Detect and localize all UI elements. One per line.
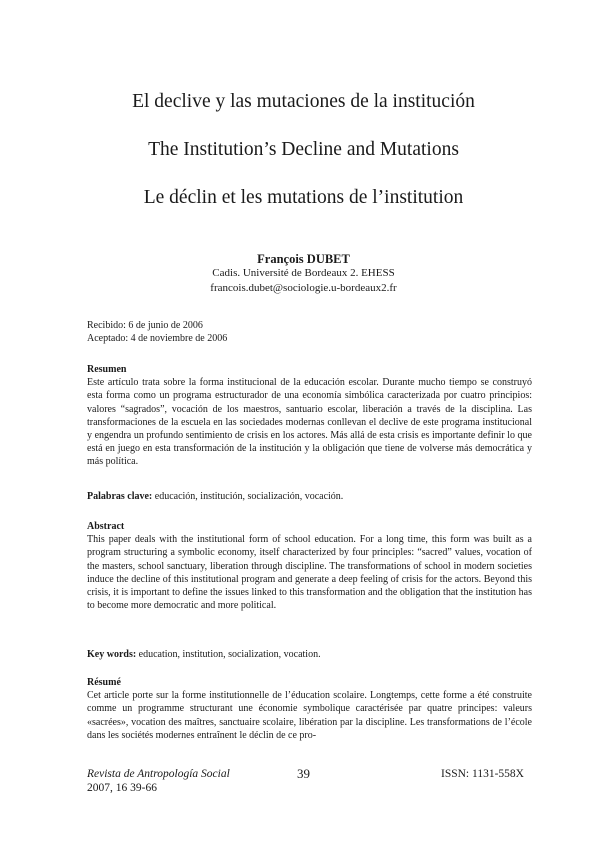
title-french: Le déclin et les mutations de l’institution (143, 187, 464, 208)
journal-volume: 2007, 16 39-66 (87, 782, 157, 794)
title-spanish: El declive y las mutaciones de la institución (132, 91, 475, 112)
abstract-section (87, 520, 532, 612)
resumen-heading: Resumen (87, 364, 127, 375)
resume-section (87, 676, 532, 752)
title-english: The Institution’s Decline and Mutations (148, 139, 459, 160)
abstract-heading: Abstract (87, 521, 125, 532)
received-date: Recibido: 6 de junio de 2006 (87, 320, 203, 331)
key-words-label: Key words: (87, 649, 137, 660)
palabras-clave-label: Palabras clave: (87, 491, 153, 502)
resume-text: Cet article porte sur la forme institutionnelle de l’éducation scolaire. Longtemps, cette forme a été construite comme un programme structurant une économie symbolique caractérisée par quatre principes: valeurs «sacrées», vocation des maîtres, sanctuaire scolaire, libération par la discipline. Les transformations de l’école dans les sociétés modernes entraînent le déclin de ce pro- (87, 690, 532, 741)
author-name: François DUBET (257, 252, 350, 266)
issn: ISSN: 1131-558X (441, 768, 524, 780)
palabras-clave (87, 490, 532, 503)
key-words (87, 648, 532, 661)
palabras-clave-text: educación, institución, socialización, vocación. (154, 491, 344, 502)
author-affiliation: Cadis. Université de Bordeaux 2. EHESS (212, 267, 395, 279)
resume-heading: Résumé (87, 677, 121, 688)
key-words-text: education, institution, socialization, vocation. (138, 649, 321, 660)
abstract-text: This paper deals with the institutional form of school education. For a long time, this form was built as a program structuring a symbolic economy, itself characterized by four principles: “sacred” values, vocation of the masters, school sanctuary, liberation through discipline. The transformations of school in modern societies induce the decline of this institutional program and generate a deep feeling of crisis for the actors. Beyond this crisis, it is important to define the issues linked to this transformation and the obligation that the institution has to become more democratic and more political. (87, 534, 532, 612)
submission-dates (87, 319, 532, 345)
page-number: 39 (297, 766, 310, 781)
accepted-date: Aceptado: 4 de noviembre de 2006 (87, 333, 228, 345)
journal-name: Revista de Antropología Social (87, 768, 230, 780)
resumen-text: Este artículo trata sobre la forma institucional de la educación escolar. Durante mucho tiempo se construyó esta forma como un programa estructurador de una economía simbólica caracterizada por cuatro principios: valores “sagrados”, vocación de los maestros, santuario escolar, liberación a través de la disciplina. Las transformaciones de la escuela en las sociedades modernas conllevan el declive de este programa institucional y engendra un profundo sentimiento de crisis en los actores. Más allá de esta crisis es importante definir lo que está en juego en esta transformación de la institución y la obligación que tiene de volverse más democrática y más política. (87, 377, 532, 468)
resumen-section (87, 363, 532, 469)
author-email: francois.dubet@sociologie.u-bordeaux2.fr (210, 282, 397, 294)
